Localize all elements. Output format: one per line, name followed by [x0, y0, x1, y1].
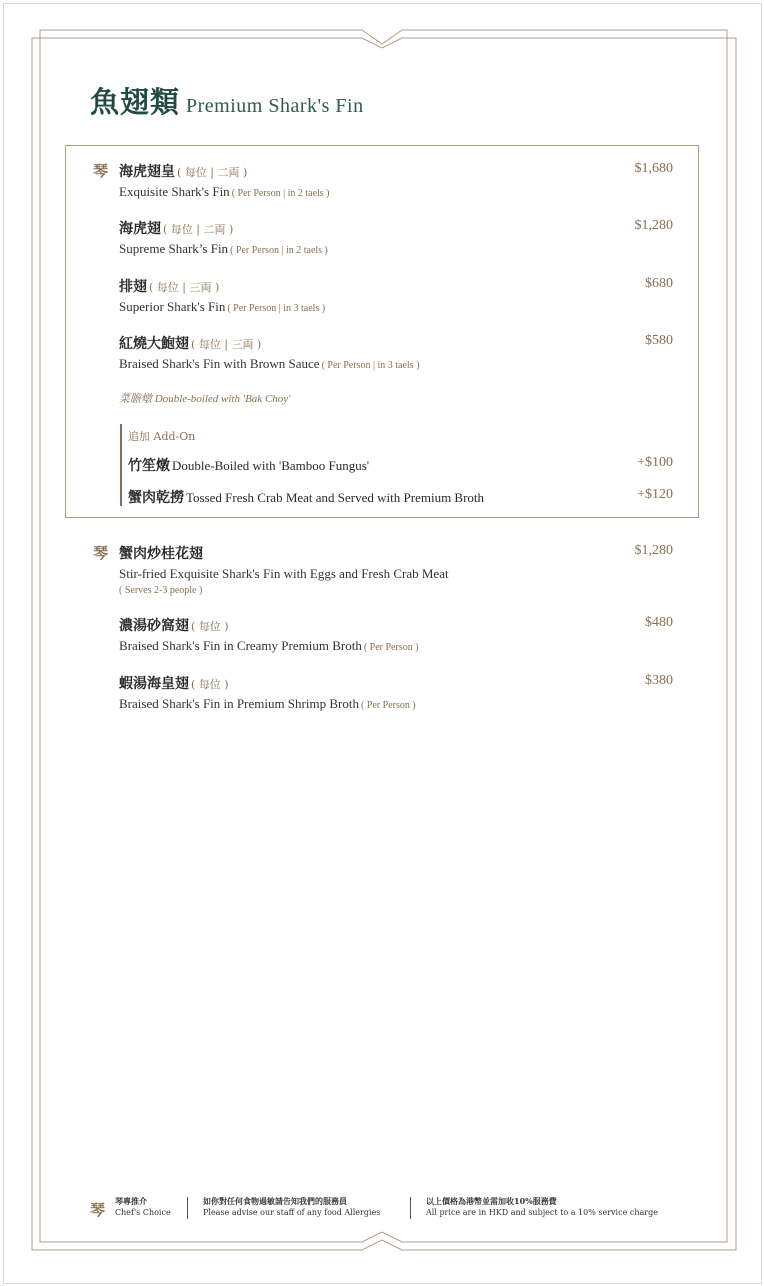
item-note-en: ( Per Person ) — [360, 700, 416, 711]
sauce-note: 菜膽燉 Double-boiled with 'Bak Choy' — [119, 393, 291, 405]
item-name-en: Braised Shark's Fin with Brown Sauce — [119, 356, 320, 371]
item-note-en: ( Per Person | in 3 taels ) — [227, 303, 326, 314]
menu-item — [119, 543, 679, 596]
footer-chef-zh: 琴專推介 — [115, 1196, 147, 1206]
page-title — [90, 80, 364, 121]
item-price: $1,280 — [634, 543, 673, 558]
item-name-en: Superior Shark's Fin — [119, 299, 226, 314]
addon-item — [128, 455, 369, 475]
addon-price: +$120 — [637, 487, 673, 502]
chef-choice-icon: 琴 — [93, 544, 109, 562]
addon-item — [128, 487, 484, 507]
item-price: $580 — [645, 333, 673, 348]
footer-chef-choice — [115, 1195, 171, 1219]
item-note-zh: ( 每位 | 三両 ) — [191, 338, 262, 351]
footer-price-zh: 以上價格為港幣並需加收10%服務費 — [426, 1196, 557, 1206]
item-name-zh: 蝦湯海皇翅 — [119, 676, 189, 692]
addon-price: +$100 — [637, 455, 673, 470]
menu-item — [119, 276, 679, 315]
item-note-zh: ( 每位 ) — [191, 620, 229, 633]
addon-name-en: Double-Boiled with 'Bamboo Fungus' — [172, 458, 370, 473]
addon-label: 追加 Add-On — [128, 430, 196, 443]
item-note-en: ( Per Person | in 2 taels ) — [230, 245, 328, 256]
footer-allergy-zh: 如你對任何食物過敏請告知我們的服務員 — [203, 1196, 347, 1206]
footer-allergy — [203, 1195, 380, 1219]
footer-price-en: All price are in HKD and subject to a 10% service charge — [426, 1208, 658, 1217]
menu-item — [119, 218, 679, 257]
title-english: Premium Shark's Fin — [186, 95, 364, 117]
item-note-zh: ( 每位 ) — [191, 678, 229, 691]
item-name-zh: 排翅 — [119, 279, 147, 295]
footer-divider — [187, 1197, 188, 1219]
item-name-zh: 蟹肉炒桂花翅 — [119, 546, 203, 562]
chef-choice-icon: 琴 — [90, 1201, 106, 1219]
item-note-en: ( Per Person | in 3 taels ) — [321, 360, 420, 371]
chef-choice-icon: 琴 — [93, 162, 109, 180]
item-name-zh: 濃湯砂窩翅 — [119, 618, 189, 634]
addon-name-en: Tossed Fresh Crab Meat and Served with Premium Broth — [186, 490, 485, 505]
item-note-en: ( Per Person | in 2 taels ) — [231, 188, 330, 199]
item-price: $380 — [645, 673, 673, 688]
item-name-en: Stir-fried Exquisite Shark's Fin with Eggs and Fresh Crab Meat — [119, 566, 449, 581]
item-note-zh: ( 每位 | 三両 ) — [149, 281, 220, 294]
item-name-en: Supreme Shark’s Fin — [119, 241, 229, 256]
item-price: $680 — [645, 276, 673, 291]
item-name-en: Exquisite Shark's Fin — [119, 184, 230, 199]
item-note-zh: ( 每位 | 二両 ) — [163, 223, 234, 236]
footer-divider — [410, 1197, 411, 1219]
addon-divider — [120, 424, 122, 506]
item-price: $480 — [645, 615, 673, 630]
footer-chef-en: Chef's Choice — [115, 1208, 171, 1217]
item-name-en: Braised Shark's Fin in Creamy Premium Broth — [119, 638, 362, 653]
footer-price-note — [426, 1195, 658, 1219]
item-note-zh: ( 每位 | 二両 ) — [177, 166, 248, 179]
item-price: $1,280 — [634, 218, 673, 233]
item-name-zh: 海虎翅皇 — [119, 164, 175, 180]
menu-item — [119, 161, 679, 200]
menu-item — [119, 673, 679, 712]
menu-item — [119, 615, 679, 654]
item-name-en: Braised Shark's Fin in Premium Shrimp Broth — [119, 696, 359, 711]
item-name-zh: 紅燒大鮑翅 — [119, 336, 189, 352]
item-serving-note: ( Serves 2-3 people ) — [119, 585, 203, 596]
item-note-en: ( Per Person ) — [363, 642, 419, 653]
menu-item — [119, 333, 679, 372]
addon-name-zh: 竹笙燉 — [128, 458, 170, 474]
item-price: $1,680 — [634, 161, 673, 176]
title-chinese: 魚翅類 — [90, 85, 181, 119]
item-name-zh: 海虎翅 — [119, 221, 161, 237]
addon-name-zh: 蟹肉乾撈 — [128, 490, 184, 506]
footer-allergy-en: Please advise our staff of any food Allergies — [203, 1208, 381, 1217]
